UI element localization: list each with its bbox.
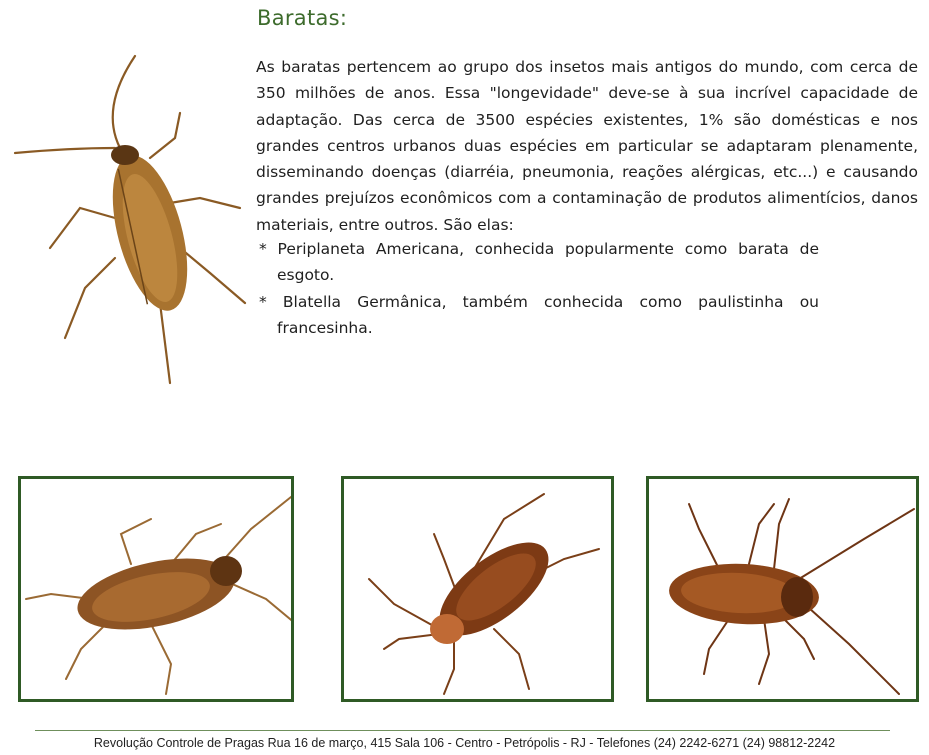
page-title: Baratas: [257,6,348,30]
species-item: * Periplaneta Americana, conhecida popularmente como barata de esgoto. [259,240,819,285]
cockroach-photo-2 [341,476,614,702]
cockroach-photo-3 [646,476,919,702]
cockroach-photo-1 [18,476,294,702]
cockroach-hero-image [10,48,250,388]
species-list [259,236,819,341]
footer-contact: Revolução Controle de Pragas Rua 16 de março, 415 Sala 106 - Centro - Petrópolis - RJ - Telefones (24) 2242-6271 (24) 98812-2242 [93,736,836,750]
footer-divider [35,730,890,731]
species-item: * Blatella Germânica, também conhecida como paulistinha ou francesinha. [259,292,819,337]
intro-paragraph: As baratas pertencem ao grupo dos insetos mais antigos do mundo, com cerca de 350 milhões de anos. Essa "longevidade" deve-se à sua incrível capacidade de adaptação. Das cerca de 3500 espécies existentes, 1% são domésticas e nos grandes centros urbanos duas espécies em particular se adaptaram plenamente, disseminando doenças (diarréia, pneumonia, reações alérgicas, etc...) e causando grandes prejuízos econômicos com a contaminação de produtos alimentícios, danos materiais, entre outros. São elas: [256,58,918,234]
